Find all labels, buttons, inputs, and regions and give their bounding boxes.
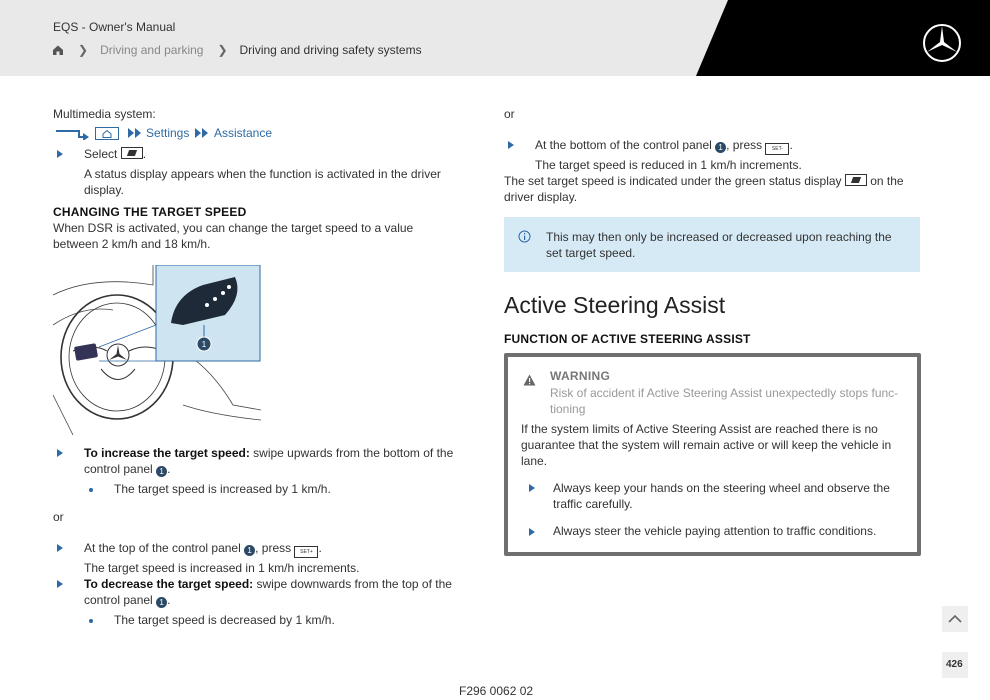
function-heading: FUNCTION OF ACTIVE STEERING ASSIST (504, 332, 751, 346)
changing-target-speed-heading: CHANGING THE TARGET SPEED (53, 205, 247, 219)
bullet-dot-icon (89, 619, 93, 623)
warning-triangle-icon (523, 374, 536, 389)
bullet-arrow-icon (57, 150, 63, 158)
manual-title: EQS - Owner's Manual (53, 20, 176, 34)
decrease-text: swipe downwards from the top of the control panel (84, 577, 452, 607)
increase-label: To increase the target speed: (84, 446, 250, 460)
set-plus-key-icon: SET+ (294, 546, 318, 558)
or-label: or (53, 510, 64, 524)
warning-body: If the system limits of Active Steering Assist are reached there is no guarantee that the system will remain active or will keep the vehicle in lane. (521, 422, 892, 468)
info-note (504, 217, 920, 272)
warning-label: WARNING (550, 369, 611, 383)
figure-code: F296 0062 02 (459, 684, 534, 698)
or-label-right: or (504, 107, 515, 121)
top-press-result: The target speed is increased in 1 km/h increments. (84, 561, 360, 575)
warning-bullet: Always steer the vehicle paying attention to traffic conditions. (553, 524, 877, 538)
breadcrumb-item-current: Driving and driving safety systems (239, 43, 422, 57)
bottom-press-result: The target speed is reduced in 1 km/h increments. (535, 158, 802, 172)
page-number: 426 (946, 659, 963, 670)
path-item-assistance: Assistance (214, 126, 273, 140)
bullet-arrow-icon (508, 141, 514, 149)
path-item-settings: Settings (146, 126, 190, 140)
top-press-instruction: At the top of the control panel 1 , press SET+ . (84, 540, 322, 558)
breadcrumb (52, 42, 422, 58)
warning-box (504, 353, 921, 556)
multimedia-label: Multimedia system: (53, 107, 156, 121)
callout-1-icon: 1 (156, 597, 167, 608)
info-icon (518, 230, 531, 246)
set-speed-indication (504, 173, 918, 205)
steering-wheel-illustration (53, 265, 261, 435)
set-minus-key-icon: SET- (765, 143, 789, 155)
menu-path (55, 125, 295, 141)
set-speed-text: The set target speed is indicated under the green status display (504, 174, 842, 188)
bottom-press-instruction: At the bottom of the control panel 1 , press SET- . (535, 137, 793, 155)
decrease-instruction: To decrease the target speed: swipe downwards from the top of the control panel 1 . (84, 577, 452, 607)
double-chevron-icon (194, 127, 210, 142)
bullet-arrow-icon (529, 528, 535, 536)
top-press-text: At the top of the control panel (84, 541, 241, 555)
press-label: , press (726, 138, 763, 152)
set-speed-text-end: on the driver display. (504, 174, 904, 204)
increase-result: The target speed is increased by 1 km/h. (114, 482, 331, 496)
select-label: Select (84, 147, 118, 161)
section-title: Active Steering Assist (504, 292, 726, 318)
callout-1-icon: 1 (715, 142, 726, 153)
info-text: This may then only be increased or decreased upon reaching the set target speed. (546, 230, 892, 260)
path-arrow-icon (55, 128, 91, 143)
warning-risk: Risk of accident if Active Steering Assist unexpectedly stops func-tioning (550, 386, 899, 416)
page-number-badge[interactable] (942, 652, 968, 678)
decrease-result: The target speed is decreased by 1 km/h. (114, 613, 335, 627)
changing-target-speed-text: When DSR is activated, you can change the target speed to a value between 2 km/h and 18 km/h. (53, 221, 414, 251)
bullet-dot-icon (89, 488, 93, 492)
decrease-label: To decrease the target speed: (84, 577, 254, 591)
mercedes-star-logo (922, 23, 962, 63)
home-button-icon (95, 127, 119, 140)
chevron-right-icon: ❯ (217, 43, 228, 57)
select-instruction: Select . (84, 147, 147, 161)
chevron-right-icon: ❯ (78, 43, 89, 57)
bullet-arrow-icon (57, 449, 63, 457)
svg-text:1: 1 (201, 340, 207, 349)
callout-1-icon: 1 (244, 545, 255, 556)
scroll-to-top-button[interactable] (942, 606, 968, 632)
press-label: , press (255, 541, 292, 555)
dsr-function-icon (121, 147, 143, 159)
bullet-arrow-icon (57, 580, 63, 588)
double-chevron-icon (127, 127, 143, 142)
bullet-arrow-icon (57, 544, 63, 552)
breadcrumb-item-driving-and-parking[interactable]: Driving and parking (100, 43, 204, 57)
bullet-arrow-icon (529, 484, 535, 492)
status-display-icon (845, 174, 867, 186)
bottom-press-text: At the bottom of the control panel (535, 138, 712, 152)
warning-bullet: Always keep your hands on the steering wheel and observe the traffic carefully. (553, 481, 890, 511)
home-icon[interactable] (52, 44, 64, 56)
increase-instruction: To increase the target speed: swipe upwards from the bottom of the control panel 1 . (84, 446, 454, 476)
status-display-note: A status display appears when the function is activated in the driver display. (84, 167, 441, 197)
callout-1-icon: 1 (156, 466, 167, 477)
increase-text: swipe upwards from the bottom of the control panel (84, 446, 454, 476)
